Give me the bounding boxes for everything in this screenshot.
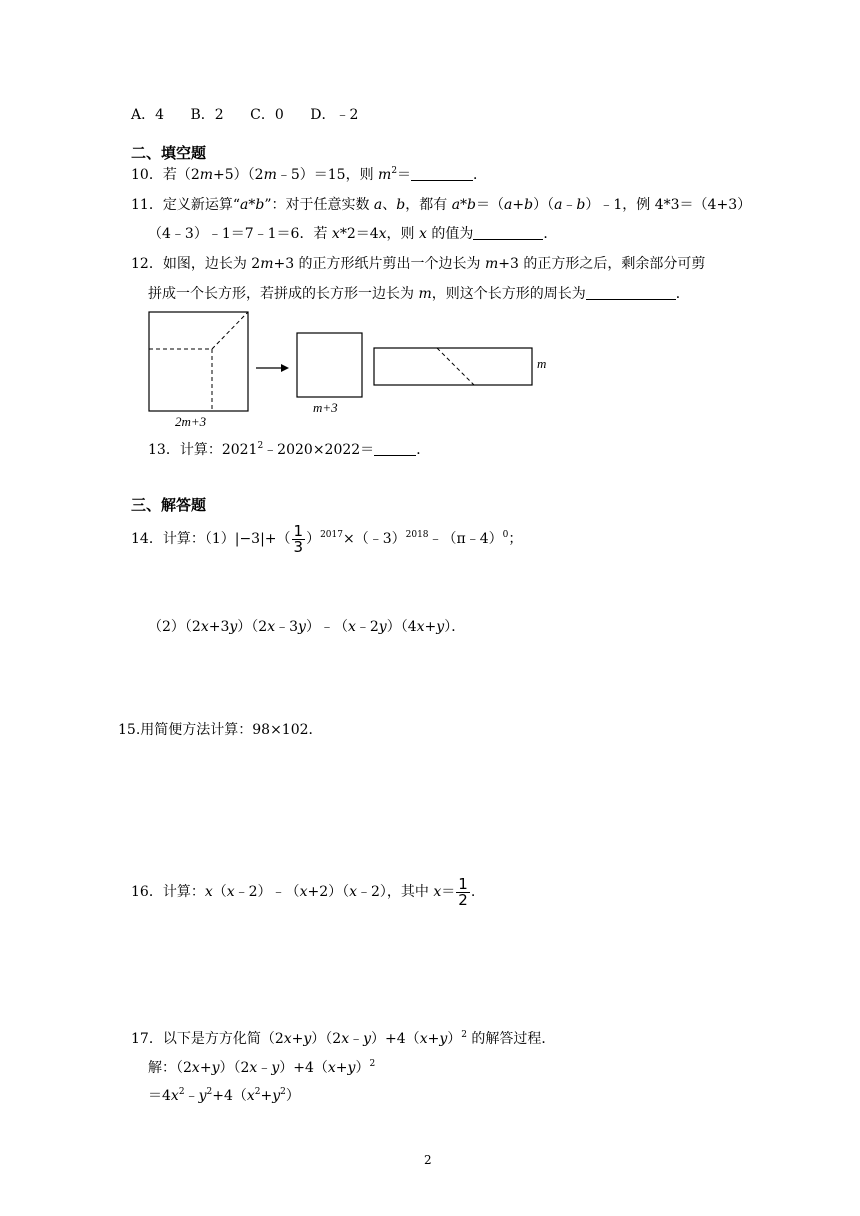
rectangle-join-line — [437, 348, 474, 385]
question-13: 13．计算：$2021^2﹣2020\times 2022=$ ． — [148, 441, 431, 458]
section-heading-solve: 三、解答题 — [131, 496, 207, 514]
question-10: 10．若（2m+5）（2m﹣5）＝15，则 $m^2=$ ． — [131, 166, 488, 183]
answer-blank — [586, 285, 676, 300]
small-square — [297, 333, 362, 397]
question-11-line2: （4﹣3）﹣1＝7﹣1＝6．若 x*2＝4x，则 x 的值为 ． — [148, 226, 558, 242]
big-square — [149, 312, 248, 411]
fraction-one-third: $\frac{1}{3}$ — [293, 521, 304, 556]
option-a: A．4 — [131, 107, 165, 123]
option-c: C．0 — [250, 107, 284, 123]
answer-blank — [374, 441, 416, 456]
question-16: 16．计算：x（x﹣2）﹣（x+2）（x﹣2），其中 x＝ $\frac{1}{2}$ . — [131, 874, 476, 909]
question-17-line3: $=4x^2﹣y^2+4(x^2+y^2)$ — [148, 1087, 300, 1104]
answer-blank — [473, 225, 543, 240]
option-b: B．2 — [190, 107, 224, 123]
diagonal-cut — [212, 312, 248, 349]
question-14-part1: 14．计算：（1）|−3|+（ $\frac{1}{3}$ ）$^{2017}$×（﹣3）$^{2018}$﹣（π﹣4）$^0$； — [131, 521, 523, 556]
label-m-plus-3: m+3 — [313, 400, 338, 415]
q9-options — [131, 105, 358, 125]
question-12-line1: 12．如图，边长为 2m+3 的正方形纸片剪出一个边长为 m+3 的正方形之后，剩余部分可剪 — [131, 256, 706, 272]
question-17-line2: 解：$(2x+y)(2x﹣y)+4(x+y)^2$ — [148, 1059, 376, 1076]
option-d: D．﹣2 — [310, 107, 359, 123]
question-14-part2: （2）（2x+3y）（2x﹣3y）﹣（x﹣2y）（4x+y）． — [148, 619, 466, 635]
question-11-line1: 11．定义新运算“a*b”：对于任意实数 a、b，都有 a*b＝（a+b）（a﹣b）﹣1，例 4*3＝（4+3） — [131, 197, 752, 213]
fraction-one-half: $\frac{1}{2}$ — [458, 874, 468, 909]
label-m: m — [537, 356, 547, 371]
answer-blank — [411, 166, 473, 181]
question-15: 15.用简便方法计算：98×102． — [118, 722, 323, 738]
result-rectangle — [374, 348, 532, 385]
section-heading-fill: 二、填空题 — [131, 144, 207, 162]
cut-line — [149, 349, 212, 411]
q12-figure — [0, 0, 860, 440]
label-2m-plus-3: 2m+3 — [175, 414, 207, 429]
q12-figure-svg — [0, 0, 860, 440]
question-17-line1: 17．以下是方方化简$(2x+y)(2x﹣y)+4(x+y)^2$ 的解答过程． — [131, 1030, 556, 1047]
question-12-line2: 拼成一个长方形，若拼成的长方形一边长为 m，则这个长方形的周长为 ． — [148, 286, 690, 302]
arrow-icon — [281, 364, 289, 372]
page-number: 2 — [424, 1153, 432, 1167]
